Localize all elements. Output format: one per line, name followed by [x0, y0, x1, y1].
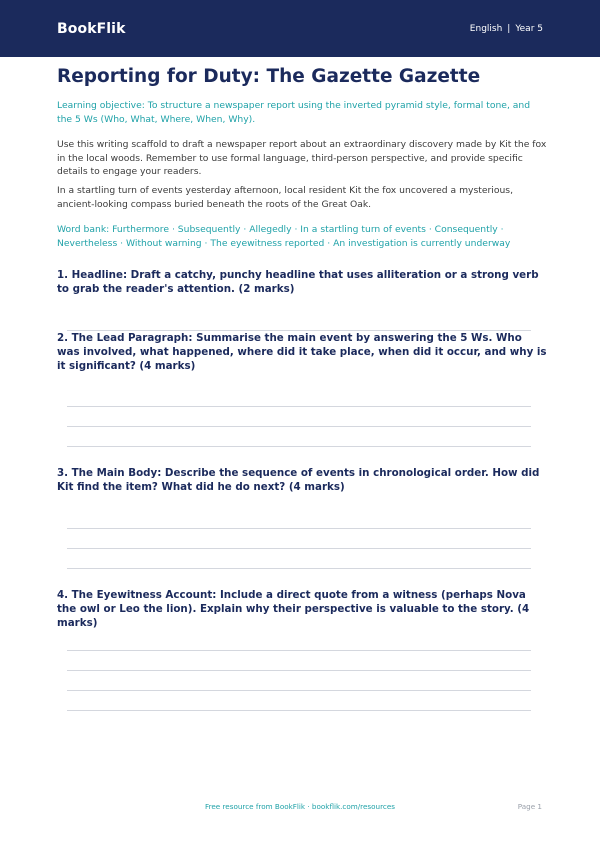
subject-label: English [469, 23, 503, 34]
page-title: Reporting for Duty: The Gazette Gazette [57, 66, 481, 87]
answer-line[interactable] [67, 406, 531, 407]
question-3: 3. The Main Body: Describe the sequence of events in chronological order. How did Kit find the item? What did he do next? (4 marks) [57, 467, 540, 493]
answer-line[interactable] [67, 690, 531, 691]
header-bar [0, 0, 600, 57]
learning-objective: Learning objective: To structure a newspaper report using the inverted pyramid style, formal tone, and the 5 Ws (Who, What, Where, When, Why). [57, 100, 531, 125]
question-4: 4. The Eyewitness Account: Include a direct quote from a witness (perhaps Nova the owl or Leo the lion). Explain why their perspective is valuable to the story. (4 marks) [57, 589, 530, 629]
scenario-paragraph: In a startling turn of events yesterday afternoon, local resident Kit the fox uncovered a mysterious, ancient-looking compass buried beneath the roots of the Great Oak. [57, 185, 513, 210]
answer-line[interactable] [67, 548, 531, 549]
question-2: 2. The Lead Paragraph: Summarise the main event by answering the 5 Ws. Who was involved, what happened, where did it take place, when did it occur, and why is it significant? (4 marks) [57, 332, 547, 372]
brand-logo-text[interactable]: BookFlik [57, 20, 126, 37]
page-number: Page 1 [517, 802, 542, 811]
year-label: Year 5 [515, 23, 543, 34]
answer-line[interactable] [67, 670, 531, 671]
meta-separator: | [507, 23, 511, 34]
answer-line[interactable] [67, 650, 531, 651]
answer-line[interactable] [67, 426, 531, 427]
answer-line[interactable] [67, 710, 531, 711]
answer-line[interactable] [67, 528, 531, 529]
word-bank: Word bank: Furthermore · Subsequently · Allegedly · In a startling turn of events · Consequently · Nevertheless · Without warning · The eyewitness reported · An investigation is currently underway [57, 224, 511, 249]
instructions-paragraph: Use this writing scaffold to draft a newspaper report about an extraordinary discovery made by Kit the fox in the local woods. Remember to use formal language, third-person perspective, and provide specific details to engage your readers. [57, 139, 547, 177]
answer-line[interactable] [67, 446, 531, 447]
footer-credit[interactable]: Free resource from BookFlik · bookflik.com/resources [204, 802, 396, 811]
subject-year-label [470, 24, 543, 34]
question-1: 1. Headline: Draft a catchy, punchy headline that uses alliteration or a strong verb to grab the reader's attention. (2 marks) [57, 269, 539, 295]
answer-line[interactable] [67, 568, 531, 569]
